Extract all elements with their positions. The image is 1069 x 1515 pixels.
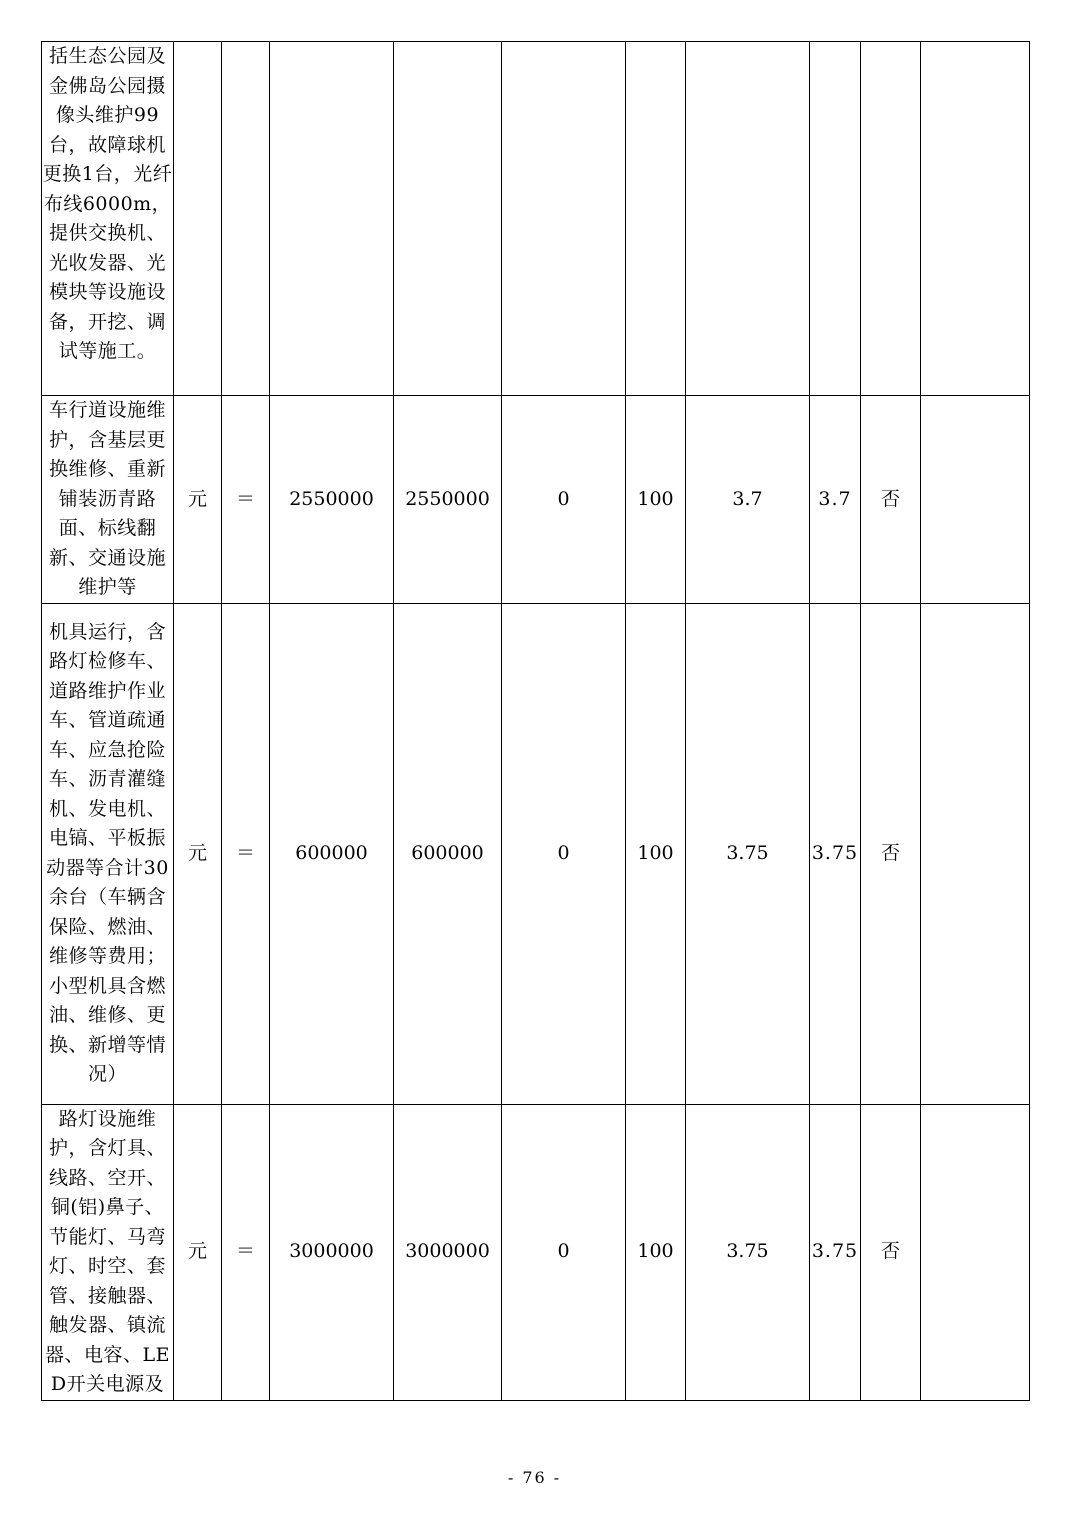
- remark-cell: [921, 42, 1030, 396]
- remark-cell: [921, 603, 1030, 1104]
- adjusted-cell: 否: [861, 1104, 921, 1400]
- completion-rate-cell: 100: [626, 603, 686, 1104]
- indicator-description: 括生态公园及金佛岛公园摄像头维护99台，故障球机更换1台，光纤布线6000m，提供交换机、光收发器、光模块等设施设备，开挖、调试等施工。: [42, 42, 174, 396]
- deviation-cell: 0: [502, 396, 626, 604]
- indicator-description: 车行道设施维护，含基层更换维修、重新铺装沥青路面、标线翻新、交通设施维护等: [42, 396, 174, 604]
- target-value-cell: 2550000: [270, 396, 394, 604]
- indicator-description: 机具运行，含路灯检修车、道路维护作业车、管道疏通车、应急抢险车、沥青灌缝机、发电机、电镐、平板振动器等合计30余台（车辆含保险、燃油、维修等费用；小型机具含燃油、维修、更换、新增等情况）: [42, 603, 174, 1104]
- unit-cell: 元: [174, 1104, 222, 1400]
- operator-cell: [222, 42, 270, 396]
- target-value-cell: [270, 42, 394, 396]
- actual-value-cell: [394, 42, 502, 396]
- weight-score-cell: 3.7: [686, 396, 810, 604]
- table-row: [42, 396, 1030, 604]
- table-row: [42, 1104, 1030, 1400]
- target-value-cell: 3000000: [270, 1104, 394, 1400]
- operator-cell: ＝: [222, 1104, 270, 1400]
- deviation-cell: 0: [502, 1104, 626, 1400]
- actual-score-cell: 3.75: [810, 1104, 861, 1400]
- unit-cell: [174, 42, 222, 396]
- performance-table: [41, 41, 1030, 1401]
- actual-score-cell: 3.75: [810, 603, 861, 1104]
- indicator-description: 路灯设施维护，含灯具、线路、空开、铜(铝)鼻子、节能灯、马弯灯、时空、套管、接触器、触发器、镇流器、电容、LED开关电源及: [42, 1104, 174, 1400]
- weight-score-cell: 3.75: [686, 1104, 810, 1400]
- table-row: [42, 42, 1030, 396]
- completion-rate-cell: 100: [626, 396, 686, 604]
- target-value-cell: 600000: [270, 603, 394, 1104]
- table-row: [42, 603, 1030, 1104]
- weight-score-cell: [686, 42, 810, 396]
- actual-value-cell: 2550000: [394, 396, 502, 604]
- actual-value-cell: 600000: [394, 603, 502, 1104]
- page-number: - 76 -: [507, 1468, 562, 1487]
- actual-score-cell: 3.7: [810, 396, 861, 604]
- adjusted-cell: 否: [861, 396, 921, 604]
- weight-score-cell: 3.75: [686, 603, 810, 1104]
- remark-cell: [921, 396, 1030, 604]
- adjusted-cell: [861, 42, 921, 396]
- completion-rate-cell: [626, 42, 686, 396]
- deviation-cell: 0: [502, 603, 626, 1104]
- deviation-cell: [502, 42, 626, 396]
- operator-cell: ＝: [222, 396, 270, 604]
- adjusted-cell: 否: [861, 603, 921, 1104]
- actual-score-cell: [810, 42, 861, 396]
- operator-cell: ＝: [222, 603, 270, 1104]
- actual-value-cell: 3000000: [394, 1104, 502, 1400]
- unit-cell: 元: [174, 396, 222, 604]
- completion-rate-cell: 100: [626, 1104, 686, 1400]
- unit-cell: 元: [174, 603, 222, 1104]
- remark-cell: [921, 1104, 1030, 1400]
